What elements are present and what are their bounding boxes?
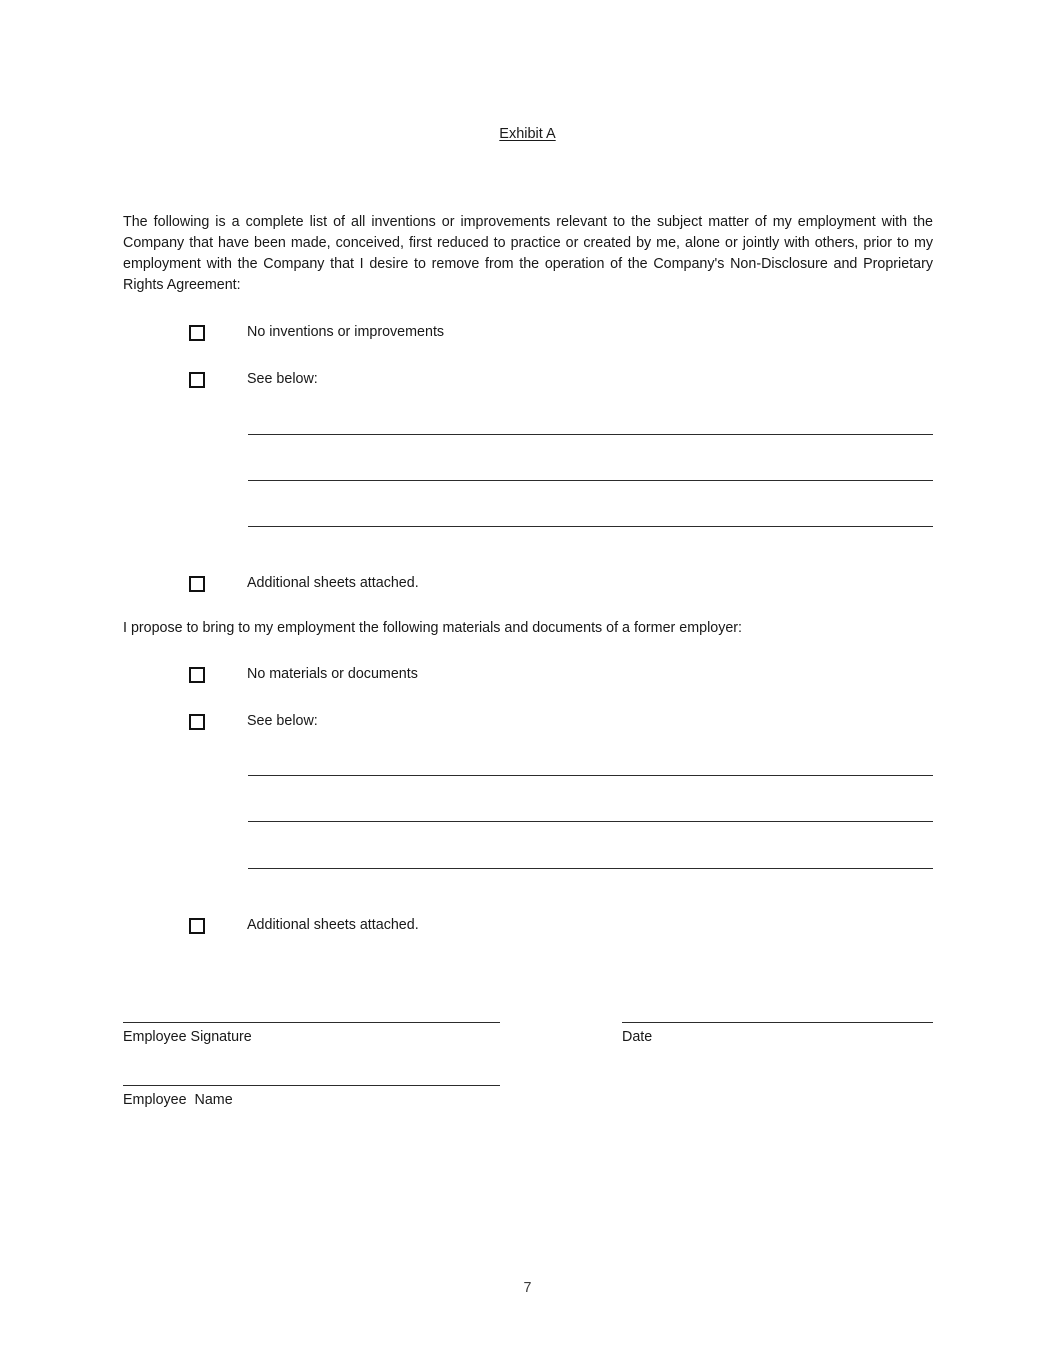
date-label: Date: [622, 1029, 653, 1045]
employee-name-line[interactable]: [123, 1085, 500, 1086]
date-line[interactable]: [622, 1022, 933, 1023]
checkbox-row-no-inventions[interactable]: [189, 323, 444, 342]
checkbox-label: Additional sheets attached.: [247, 575, 419, 591]
intro-paragraph: The following is a complete list of all inventions or improvements relevant to the subject matter of my employment with the Company that have been made, conceived, first reduced to practice or created by me, alone or jointly with others, prior to my employment with the Company that I desire to remove from the operation of the Company's Non-Disclosure and Proprietary Rights Agreement:: [123, 214, 933, 293]
blank-write-in-line[interactable]: [248, 868, 933, 869]
checkbox-icon[interactable]: [189, 372, 205, 388]
checkbox-label: See below:: [247, 371, 318, 387]
checkbox-label: No inventions or improvements: [247, 324, 445, 340]
checkbox-row-additional-sheets-materials[interactable]: [189, 916, 419, 935]
checkbox-icon[interactable]: [189, 576, 205, 592]
page-number: 7: [523, 1280, 532, 1296]
blank-write-in-line[interactable]: [248, 434, 933, 435]
employee-signature-label: Employee Signature: [123, 1029, 252, 1045]
checkbox-icon[interactable]: [189, 667, 205, 683]
checkbox-row-see-below-materials[interactable]: [189, 712, 318, 731]
checkbox-row-additional-sheets-inventions[interactable]: [189, 574, 419, 593]
checkbox-label: No materials or documents: [247, 666, 418, 682]
checkbox-row-see-below-inventions[interactable]: [189, 370, 318, 389]
checkbox-icon[interactable]: [189, 325, 205, 341]
checkbox-label: Additional sheets attached.: [247, 917, 419, 933]
blank-write-in-line[interactable]: [248, 480, 933, 481]
checkbox-label: See below:: [247, 713, 318, 729]
materials-paragraph: I propose to bring to my employment the following materials and documents of a former employer:: [123, 620, 743, 636]
checkbox-row-no-materials[interactable]: [189, 665, 418, 684]
blank-write-in-line[interactable]: [248, 775, 933, 776]
page-title-text: Exhibit A: [499, 126, 556, 142]
employee-name-label: Employee Name: [123, 1092, 233, 1108]
employee-signature-line[interactable]: [123, 1022, 500, 1023]
checkbox-icon[interactable]: [189, 918, 205, 934]
blank-write-in-line[interactable]: [248, 821, 933, 822]
blank-write-in-line[interactable]: [248, 526, 933, 527]
checkbox-icon[interactable]: [189, 714, 205, 730]
page-title: [0, 124, 1055, 144]
